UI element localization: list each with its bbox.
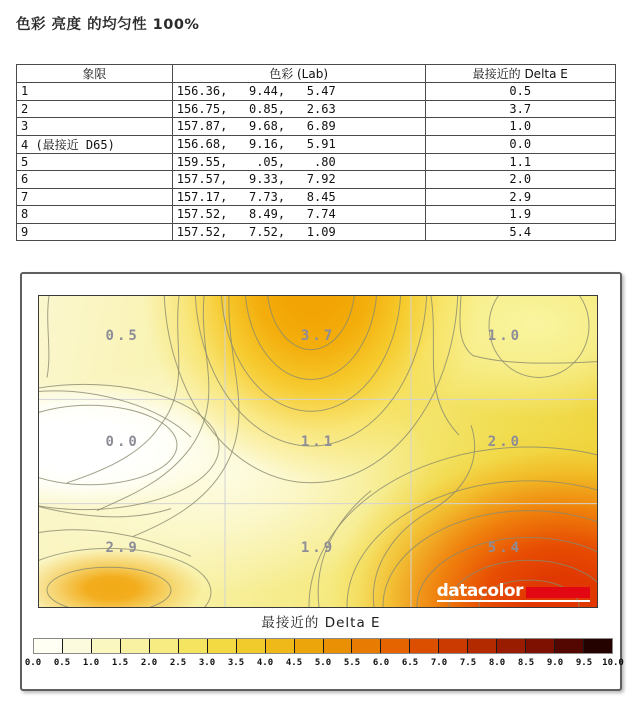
table-row (17, 153, 616, 171)
quadrant-cell: 3 (17, 118, 173, 136)
colorbar-tick-labels (24, 658, 624, 670)
page-title: 色彩 亮度 的均匀性 100% (16, 17, 200, 33)
colorbar-segment (583, 639, 612, 653)
colorbar-segment (438, 639, 467, 653)
colorbar-tick-label: 7.0 (430, 658, 448, 668)
table-row (17, 171, 616, 189)
colorbar-tick-label: 1.5 (111, 658, 129, 668)
colorbar-tick-label: 7.5 (459, 658, 477, 668)
uniformity-chart-panel (20, 272, 622, 691)
colorbar-tick-label: 4.5 (285, 658, 303, 668)
quadrant-cell: 9 (17, 223, 173, 241)
delta-e-cell: 1.1 (425, 153, 616, 171)
colorbar-tick-label: 3.0 (198, 658, 216, 668)
colorbar-tick-label: 6.0 (372, 658, 390, 668)
table-row (17, 206, 616, 224)
lab-cell: 159.55, .05, .80 (172, 153, 425, 171)
colorbar-segment (34, 639, 62, 653)
colorbar-title: 最接近的 Delta E (261, 615, 381, 631)
colorbar-segment (294, 639, 323, 653)
table-row (17, 223, 616, 241)
colorbar-tick-label: 9.0 (546, 658, 564, 668)
datacolor-logo (436, 581, 590, 602)
delta-e-cell: 5.4 (425, 223, 616, 241)
delta-e-cell: 2.9 (425, 188, 616, 206)
colorbar-tick-label: 4.0 (256, 658, 274, 668)
colorbar-tick-label: 6.5 (401, 658, 419, 668)
cell-value-label: 2.9 (105, 539, 140, 556)
quadrant-cell: 4 (最接近 D65) (17, 135, 173, 153)
lab-cell: 157.17, 7.73, 8.45 (172, 188, 425, 206)
table-row (17, 100, 616, 118)
colorbar-tick-label: 2.0 (140, 658, 158, 668)
quadrant-cell: 6 (17, 171, 173, 189)
colorbar-segment (323, 639, 352, 653)
cell-value-label: 0.5 (105, 328, 140, 345)
delta-e-cell: 1.9 (425, 206, 616, 224)
delta-e-cell: 0.0 (425, 135, 616, 153)
colorbar-segment (409, 639, 438, 653)
table-row (17, 188, 616, 206)
datacolor-logo-text: datacolor (436, 581, 523, 601)
header-quadrant: 象限 (17, 65, 173, 83)
table-header-row (17, 65, 616, 83)
colorbar-tick-label: 0.0 (24, 658, 42, 668)
cell-value-label: 1.0 (487, 328, 523, 345)
colorbar-tick-label: 10.0 (602, 658, 624, 668)
table-row (17, 135, 616, 153)
colorbar-segment (554, 639, 583, 653)
header-delta-e: 最接近的 Delta E (425, 65, 616, 83)
colorbar-segment (380, 639, 409, 653)
colorbar-segment (62, 639, 91, 653)
delta-e-cell: 2.0 (425, 171, 616, 189)
lab-cell: 156.75, 0.85, 2.63 (172, 100, 425, 118)
quadrant-cell: 1 (17, 83, 173, 101)
cell-value-label: 1.9 (300, 539, 336, 556)
quadrant-cell: 2 (17, 100, 173, 118)
table-row (17, 83, 616, 101)
cell-value-label: 3.7 (300, 328, 336, 345)
colorbar-tick-label: 9.5 (575, 658, 593, 668)
quadrant-cell: 5 (17, 153, 173, 171)
colorbar-segment (178, 639, 207, 653)
colorbar-segment (207, 639, 236, 653)
delta-e-contour-map (38, 295, 598, 608)
colorbar-tick-label: 8.0 (488, 658, 506, 668)
delta-e-cell: 1.0 (425, 118, 616, 136)
delta-e-cell: 0.5 (425, 83, 616, 101)
uniformity-table (16, 64, 616, 241)
colorbar-tick-label: 8.5 (517, 658, 535, 668)
lab-cell: 157.57, 9.33, 7.92 (172, 171, 425, 189)
colorbar-segment (91, 639, 120, 653)
colorbar-segment (467, 639, 496, 653)
colorbar-segment (496, 639, 525, 653)
cell-value-label: 2.0 (487, 434, 523, 451)
colorbar-tick-label: 5.0 (314, 658, 332, 668)
quadrant-cell: 8 (17, 206, 173, 224)
cell-value-label: 5.4 (487, 539, 523, 556)
lab-cell: 156.36, 9.44, 5.47 (172, 83, 425, 101)
cell-value-label: 0.0 (105, 434, 140, 451)
colorbar-segment (149, 639, 178, 653)
colorbar-segment (525, 639, 554, 653)
lab-cell: 157.52, 8.49, 7.74 (172, 206, 425, 224)
quadrant-cell: 7 (17, 188, 173, 206)
colorbar-segment (236, 639, 265, 653)
lab-cell: 157.52, 7.52, 1.09 (172, 223, 425, 241)
lab-cell: 156.68, 9.16, 5.91 (172, 135, 425, 153)
delta-e-cell: 3.7 (425, 100, 616, 118)
cell-value-label: 1.1 (300, 434, 336, 451)
colorbar-tick-label: 2.5 (169, 658, 187, 668)
datacolor-logo-block (526, 587, 590, 598)
colorbar-tick-label: 5.5 (343, 658, 361, 668)
colorbar (33, 638, 613, 654)
colorbar-tick-label: 1.0 (82, 658, 100, 668)
colorbar-segment (120, 639, 149, 653)
header-lab: 色彩 (Lab) (172, 65, 425, 83)
lab-cell: 157.87, 9.68, 6.89 (172, 118, 425, 136)
colorbar-segment (265, 639, 294, 653)
colorbar-segment (351, 639, 380, 653)
colorbar-tick-label: 0.5 (53, 658, 71, 668)
colorbar-tick-label: 3.5 (227, 658, 245, 668)
table-row (17, 118, 616, 136)
